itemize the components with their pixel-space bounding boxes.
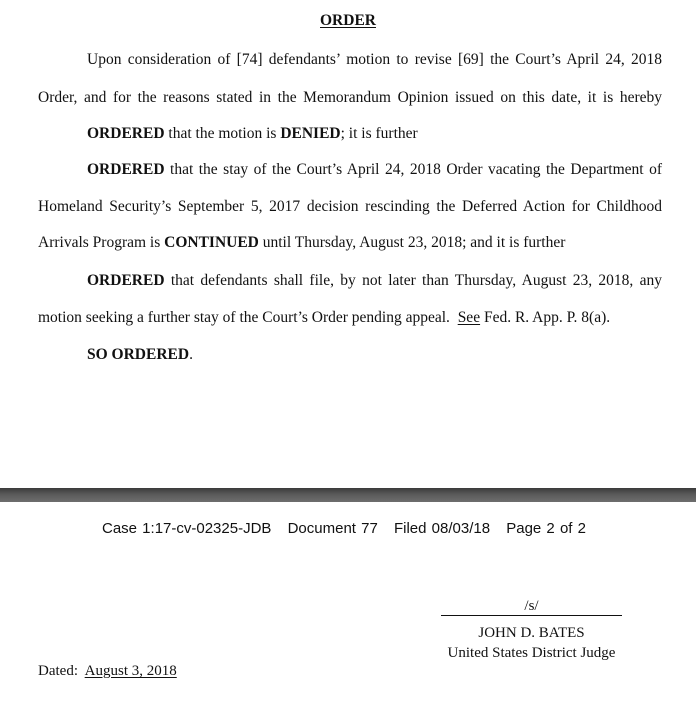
ordered-keyword: ORDERED (87, 272, 165, 289)
paragraph-2-text-a: that the motion is (164, 125, 281, 142)
so-ordered (87, 345, 193, 365)
judge-name: JOHN D. BATES (478, 625, 585, 641)
judge-title: United States District Judge (447, 645, 616, 661)
denied-keyword: DENIED (280, 125, 341, 142)
paragraph-4-text-1: that defendants shall file, by not later than Thursday, August 23, 2018, any (164, 272, 662, 289)
so-ordered-keyword: SO ORDERED (87, 346, 190, 363)
continued-keyword: CONTINUED (164, 234, 259, 251)
paragraph-3-line-3 (38, 233, 565, 253)
paragraph-4-text-2a: motion seeking a further stay of the Court’s Order pending appeal. (38, 309, 458, 326)
paragraph-4-line-2 (38, 308, 610, 328)
paragraph-3-text-3b: until Thursday, August 23, 2018; and it is further (258, 234, 566, 251)
signature-line: /s/ (441, 598, 622, 616)
page-number: Page 2 of 2 (506, 520, 586, 537)
paragraph-4-line-1 (87, 271, 662, 291)
dated-date: August 3, 2018 (84, 663, 177, 679)
dated-label: Dated: (38, 663, 78, 679)
paragraph-1-line-1: Upon consideration of [74] defendants’ motion to revise [69] the Court’s April 24, 2018 (87, 51, 662, 68)
dated-line (38, 663, 177, 680)
case-header (102, 520, 597, 537)
ordered-keyword: ORDERED (87, 161, 165, 178)
page-break-divider (0, 488, 696, 502)
so-ordered-period: . (189, 346, 193, 363)
ordered-keyword: ORDERED (87, 125, 165, 142)
paragraph-3-text-3a: Arrivals Program is (38, 234, 165, 251)
paragraph-3-line-2: Homeland Security’s September 5, 2017 decision rescinding the Deferred Action for Childhood (38, 198, 662, 215)
paragraph-3-text-1: that the stay of the Court’s April 24, 2018 Order vacating the Department of (164, 161, 662, 178)
order-heading: ORDER (320, 12, 376, 29)
paragraph-2-text-b: ; it is further (340, 125, 418, 142)
filed-date: Filed 08/03/18 (393, 520, 491, 537)
paragraph-1-line-2: Order, and for the reasons stated in the Memorandum Opinion issued on this date, it is hereby (38, 89, 662, 106)
paragraph-3-line-1 (87, 160, 662, 180)
case-number: Case 1:17-cv-02325-JDB (102, 520, 272, 537)
see-citation-signal: See (457, 309, 481, 326)
document-number: Document 77 (287, 520, 378, 537)
paragraph-2 (87, 124, 418, 144)
paragraph-4-text-2b: Fed. R. App. P. 8(a). (480, 309, 611, 326)
